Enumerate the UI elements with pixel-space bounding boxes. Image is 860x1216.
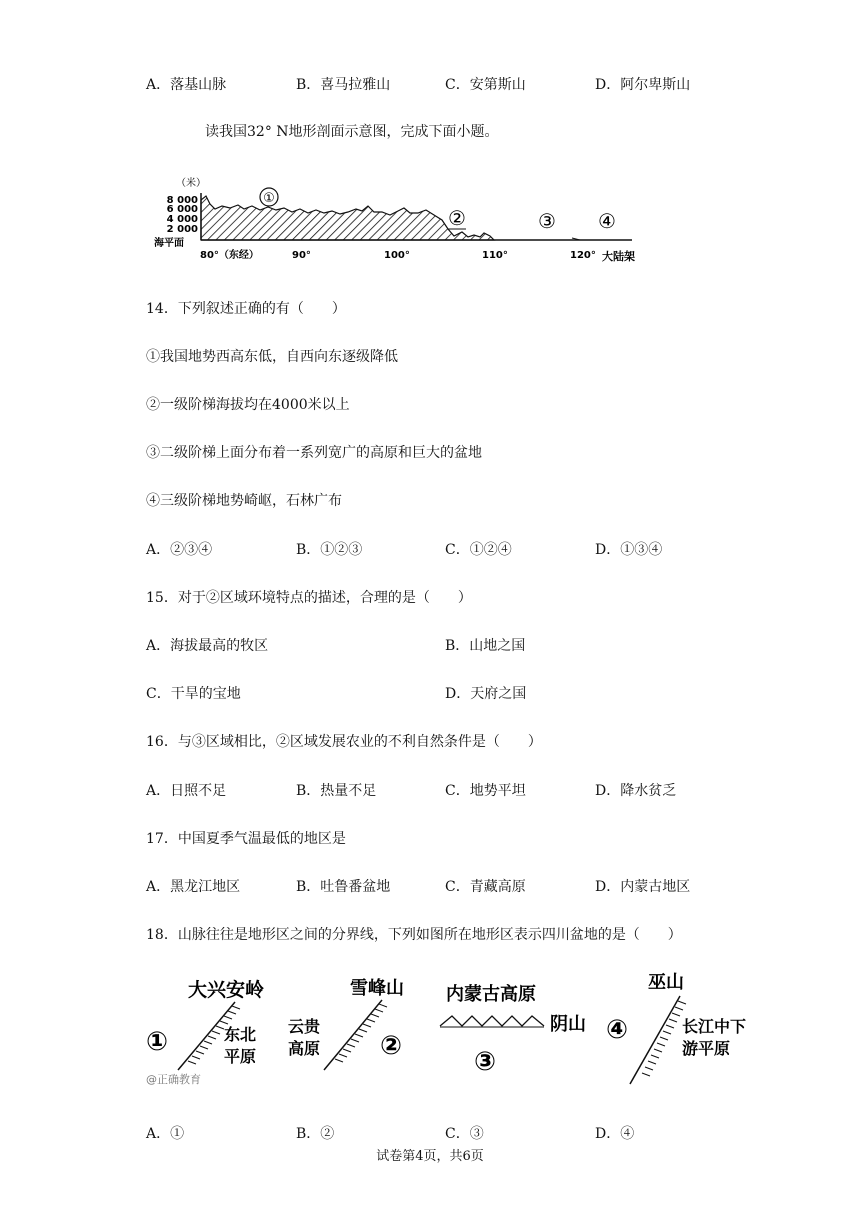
q13-option-d: D．阿尔卑斯山 bbox=[595, 77, 691, 93]
page-footer: 试卷第4页，共6页 bbox=[376, 1149, 484, 1164]
q17-stem: 17．中国夏季气温最低的地区是 bbox=[146, 831, 346, 847]
profile-unit: （米） bbox=[176, 178, 206, 189]
q18-option-a: A．① bbox=[146, 1126, 185, 1142]
q18-figure-1 bbox=[140, 970, 280, 1090]
fig3-number: ③ bbox=[474, 1047, 497, 1077]
q15-option-c: C．干旱的宝地 bbox=[146, 686, 241, 702]
fig3-region: 内蒙古高原 bbox=[446, 984, 536, 1005]
q13-option-b: B．喜马拉雅山 bbox=[296, 77, 391, 93]
q17-option-c: C．青藏高原 bbox=[445, 879, 526, 895]
q15-stem: 15．对于②区域环境特点的描述，合理的是（ ） bbox=[146, 590, 472, 606]
q15-option-a: A．海拔最高的牧区 bbox=[146, 638, 269, 654]
sea-level-label: 海平面 bbox=[154, 238, 184, 249]
q14-item-2: ②一级阶梯海拔均在4000米以上 bbox=[146, 397, 350, 413]
fig1-watermark: @正确教育 bbox=[146, 1073, 201, 1086]
ytick-6000: 6 000 bbox=[166, 204, 198, 215]
q16-option-d: D．降水贫乏 bbox=[595, 783, 677, 799]
xtick-90: 90° bbox=[292, 250, 311, 261]
fig2-mountain: 雪峰山 bbox=[350, 978, 404, 999]
marker-1: ① bbox=[263, 191, 275, 206]
marker-3: ③ bbox=[538, 209, 556, 233]
q18-stem: 18．山脉往往是地形区之间的分界线，下列如图所在地形区表示四川盆地的是（ ） bbox=[146, 927, 682, 943]
xtick-110: 110° bbox=[482, 250, 508, 261]
q13-option-c: C．安第斯山 bbox=[445, 77, 526, 93]
fig4-mountain: 巫山 bbox=[648, 972, 684, 993]
marker-4: ④ bbox=[598, 209, 616, 233]
ytick-2000: 2 000 bbox=[166, 224, 198, 235]
q18-figure-4 bbox=[602, 966, 752, 1090]
xtick-100: 100° bbox=[384, 250, 410, 261]
q14-item-1: ①我国地势西高东低，自西向东逐级降低 bbox=[146, 349, 398, 365]
terrain-profile-figure bbox=[152, 176, 648, 264]
q14-item-3: ③二级阶梯上面分布着一系列宽广的高原和巨大的盆地 bbox=[146, 445, 482, 461]
ytick-4000: 4 000 bbox=[166, 214, 198, 225]
xtick-120: 120° bbox=[570, 250, 596, 261]
q17-option-a: A．黑龙江地区 bbox=[146, 879, 241, 895]
q16-option-a: A．日照不足 bbox=[146, 783, 227, 799]
q17-option-b: B．吐鲁番盆地 bbox=[296, 879, 391, 895]
q14-stem: 14．下列叙述正确的有（ ） bbox=[146, 301, 346, 317]
q17-option-d: D．内蒙古地区 bbox=[595, 879, 691, 895]
q16-stem: 16．与③区域相比，②区域发展农业的不利自然条件是（ ） bbox=[146, 734, 542, 750]
shelf-label: 大陆架 bbox=[602, 250, 635, 263]
fig1-region-line2: 平原 bbox=[224, 1047, 257, 1066]
q15-option-d: D．天府之国 bbox=[445, 686, 527, 702]
q16-option-c: C．地势平坦 bbox=[445, 783, 526, 799]
q14-option-d: D．①③④ bbox=[595, 542, 663, 558]
intro-text: 读我国32° N地形剖面示意图，完成下面小题。 bbox=[205, 124, 499, 140]
q18-option-c: C．③ bbox=[445, 1126, 484, 1142]
fig1-number: ① bbox=[146, 1027, 169, 1057]
fig3-mountain: 阴山 bbox=[550, 1014, 586, 1035]
xtick-80: 80°（东经） bbox=[200, 250, 259, 261]
q14-item-4: ④三级阶梯地势崎岖，石林广布 bbox=[146, 493, 342, 509]
fig4-number: ④ bbox=[606, 1015, 629, 1045]
q14-option-a: A．②③④ bbox=[146, 542, 213, 558]
q14-option-c: C．①②④ bbox=[445, 542, 512, 558]
marker-2: ② bbox=[448, 206, 466, 230]
q18-option-d: D．④ bbox=[595, 1126, 635, 1142]
fig2-region-line1: 云贵 bbox=[288, 1017, 321, 1036]
q18-figure-2 bbox=[282, 970, 422, 1090]
q18-option-b: B．② bbox=[296, 1126, 335, 1142]
q13-option-a: A．落基山脉 bbox=[146, 77, 227, 93]
ytick-8000: 8 000 bbox=[166, 195, 198, 206]
fig4-region-line1: 长江中下 bbox=[682, 1017, 747, 1036]
q16-option-b: B．热量不足 bbox=[296, 783, 377, 799]
fig4-region-line2: 游平原 bbox=[682, 1039, 731, 1058]
fig1-mountain: 大兴安岭 bbox=[188, 979, 265, 1001]
fig2-region-line2: 高原 bbox=[288, 1039, 321, 1058]
q14-option-b: B．①②③ bbox=[296, 542, 363, 558]
q18-figure-3 bbox=[432, 970, 600, 1090]
fig2-number: ② bbox=[380, 1031, 403, 1061]
fig1-region-line1: 东北 bbox=[224, 1025, 257, 1044]
q15-option-b: B．山地之国 bbox=[445, 638, 526, 654]
